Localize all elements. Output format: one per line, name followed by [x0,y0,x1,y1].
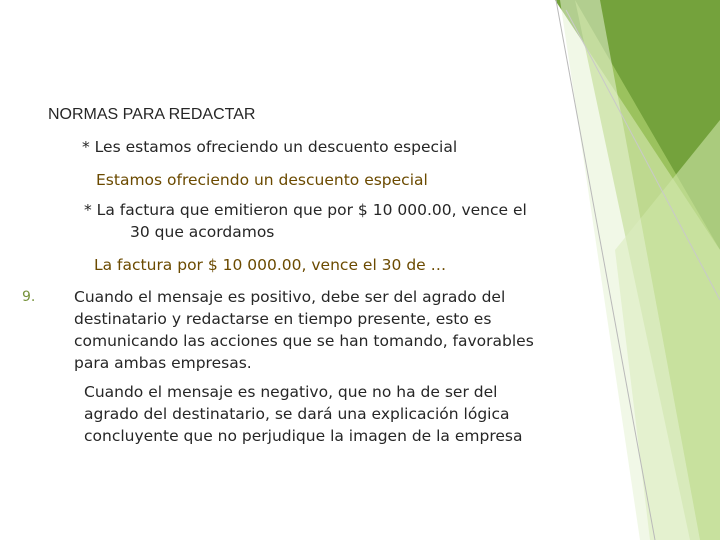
example-2-original-line-2: 30 que acordamos [130,223,275,241]
list-item-number: 9. [22,289,36,305]
slide-heading: NORMAS PARA REDACTAR [48,106,256,123]
example-1-original: * Les estamos ofreciendo un descuento especial [82,138,458,156]
negative-message-line-2: agrado del destinatario, se dará una explicación lógica [84,405,510,423]
item-9-line-4: para ambas empresas. [74,354,252,372]
negative-message-line-1: Cuando el mensaje es negativo, que no ha de ser del [84,383,498,401]
example-1-corrected: Estamos ofreciendo un descuento especial [96,171,428,189]
item-9-line-2: destinatario y redactarse en tiempo presente, esto es [74,310,492,328]
negative-message-line-3: concluyente que no perjudique la imagen de la empresa [84,427,523,445]
item-9-line-3: comunicando las acciones que se han tomando, favorables [74,332,534,350]
example-2-corrected: La factura por $ 10 000.00, vence el 30 de … [94,256,447,274]
item-9-line-1: Cuando el mensaje es positivo, debe ser del agrado del [74,288,506,306]
example-2-original-line-1: * La factura que emitieron que por $ 10 000.00, vence el [84,201,527,219]
